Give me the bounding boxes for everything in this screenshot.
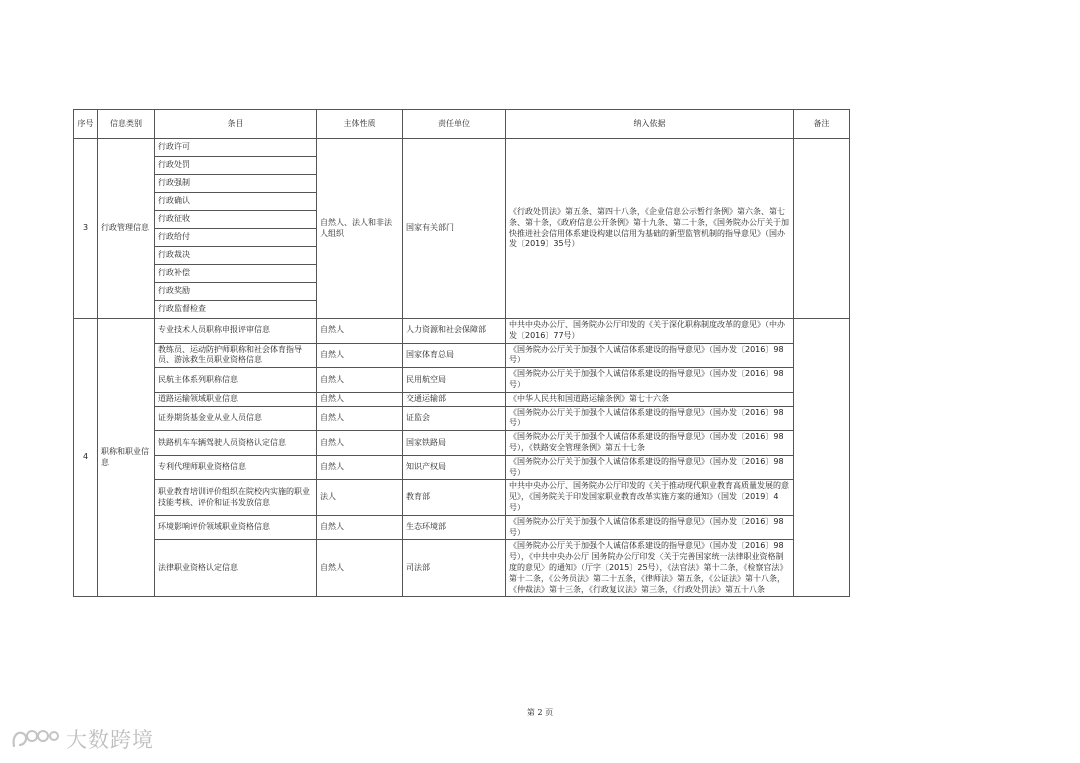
item-cell: 证券期货基金业从业人员信息 — [155, 406, 317, 431]
header-seq: 序号 — [74, 110, 98, 139]
unit-cell: 国家有关部门 — [403, 139, 506, 319]
unit-cell: 民用航空局 — [403, 368, 506, 393]
table-row — [74, 431, 850, 456]
table-row — [74, 319, 850, 344]
basis-cell: 《国务院办公厅关于加强个人诚信体系建设的指导意见》（国办发〔2016〕98号） — [506, 515, 794, 540]
basis-cell: 中共中央办公厅、国务院办公厅印发的《关于深化职称制度改革的意见》（中办发〔2016〕77号） — [506, 319, 794, 344]
item-cell: 环境影响评价领域职业资格信息 — [155, 515, 317, 540]
remark-cell — [794, 319, 850, 597]
header-basis: 纳入依据 — [506, 110, 794, 139]
basis-cell: 《行政处罚法》第五条、第四十八条，《企业信息公示暂行条例》第六条、第七条、第十条，《政府信息公开条例》第十九条、第二十条，《国务院办公厅关于加快推进社会信用体系建设构建以信用为基础的新型监管机制的指导意见》（国办发〔2019〕35号） — [506, 139, 794, 319]
item-cell: 职业教育培训评价组织在院校内实施的职业技能考核、评价和证书发放信息 — [155, 480, 317, 515]
item-cell: 行政许可 — [155, 139, 317, 157]
item-cell: 民航主体系列职称信息 — [155, 368, 317, 393]
nature-cell: 自然人 — [317, 319, 403, 344]
unit-cell: 人力资源和社会保障部 — [403, 319, 506, 344]
table-row — [74, 540, 850, 597]
unit-cell: 国家铁路局 — [403, 431, 506, 456]
nature-cell: 自然人 — [317, 515, 403, 540]
item-cell: 行政给付 — [155, 229, 317, 247]
remark-cell — [794, 139, 850, 319]
unit-cell: 证监会 — [403, 406, 506, 431]
table-row — [74, 139, 850, 157]
seq-cell: 3 — [74, 139, 98, 319]
table-row — [74, 392, 850, 406]
table-row — [74, 455, 850, 480]
item-cell: 行政奖励 — [155, 283, 317, 301]
table-row — [74, 343, 850, 368]
table-row — [74, 368, 850, 393]
item-cell: 铁路机车车辆驾驶人员资格认定信息 — [155, 431, 317, 456]
basis-cell: 《中华人民共和国道路运输条例》第七十六条 — [506, 392, 794, 406]
nature-cell: 自然人 — [317, 540, 403, 597]
header-nature: 主体性质 — [317, 110, 403, 139]
unit-cell: 教育部 — [403, 480, 506, 515]
unit-cell: 交通运输部 — [403, 392, 506, 406]
item-cell: 行政强制 — [155, 175, 317, 193]
basis-cell: 《国务院办公厅关于加强个人诚信体系建设的指导意见》（国办发〔2016〕98号） — [506, 406, 794, 431]
basis-cell: 《国务院办公厅关于加强个人诚信体系建设的指导意见》（国办发〔2016〕98 号） — [506, 368, 794, 393]
item-cell: 行政补偿 — [155, 265, 317, 283]
basis-cell: 《国务院办公厅关于加强个人诚信体系建设的指导意见》（国办发〔2016〕98号） — [506, 343, 794, 368]
header-item: 条目 — [155, 110, 317, 139]
nature-cell: 自然人 — [317, 343, 403, 368]
category-cell: 行政管理信息 — [98, 139, 155, 319]
unit-cell: 知识产权局 — [403, 455, 506, 480]
watermark-text: 大数跨境 — [66, 728, 154, 752]
header-unit: 责任单位 — [403, 110, 506, 139]
basis-cell: 中共中央办公厅、国务院办公厅印发的《关于推动现代职业教育高质量发展的意见》，《国务院关于印发国家职业教育改革实施方案的通知》（国发〔2019〕4号） — [506, 480, 794, 515]
item-cell: 专业技术人员职称申报评审信息 — [155, 319, 317, 344]
basis-cell: 《国务院办公厅关于加强个人诚信体系建设的指导意见》（国办发〔2016〕98号） — [506, 455, 794, 480]
brand-logo-icon — [10, 726, 60, 752]
header-remark: 备注 — [794, 110, 850, 139]
item-cell: 法律职业资格认定信息 — [155, 540, 317, 597]
item-cell: 专利代理师职业资格信息 — [155, 455, 317, 480]
basis-cell: 《国务院办公厅关于加强个人诚信体系建设的指导意见》（国办发〔2016〕98 号），《铁路安全管理条例》第五十七条 — [506, 431, 794, 456]
nature-cell: 法人 — [317, 480, 403, 515]
table-row — [74, 406, 850, 431]
nature-cell: 自然人 — [317, 431, 403, 456]
header-category: 信息类别 — [98, 110, 155, 139]
info-catalog-table — [73, 109, 850, 597]
table-row — [74, 515, 850, 540]
item-cell: 教练员、运动防护师职称和社会体育指导员、游泳救生员职业资格信息 — [155, 343, 317, 368]
item-cell: 行政裁决 — [155, 247, 317, 265]
table-header-row — [74, 110, 850, 139]
table-row — [74, 480, 850, 515]
nature-cell: 自然人 — [317, 368, 403, 393]
item-cell: 行政监督检查 — [155, 301, 317, 319]
watermark — [10, 724, 154, 754]
unit-cell: 司法部 — [403, 540, 506, 597]
item-cell: 行政确认 — [155, 193, 317, 211]
nature-cell: 自然人 — [317, 455, 403, 480]
basis-cell: 《国务院办公厅关于加强个人诚信体系建设的指导意见》（国办发〔2016〕98号），《中共中央办公厅 国务院办公厅印发〈关于完善国家统一法律职业资格制度的意见〉的通知》（厅字〔2015〕25号），《法官法》第十二条，《检察官法》第十二条，《公务员法》第二十五条，《律师法》第五条，《公证法》第十八条，《仲裁法》第十三条，《行政复议法》第三条，《行政处罚法》第五十八条 — [506, 540, 794, 597]
item-cell: 行政处罚 — [155, 157, 317, 175]
unit-cell: 国家体育总局 — [403, 343, 506, 368]
unit-cell: 生态环境部 — [403, 515, 506, 540]
category-cell: 职称和职业信息 — [98, 319, 155, 597]
nature-cell: 自然人、法人和非法人组织 — [317, 139, 403, 319]
nature-cell: 自然人 — [317, 392, 403, 406]
item-cell: 道路运输领域职业信息 — [155, 392, 317, 406]
seq-cell: 4 — [74, 319, 98, 597]
page-number: 第 2 页 — [526, 708, 554, 717]
item-cell: 行政征收 — [155, 211, 317, 229]
nature-cell: 自然人 — [317, 406, 403, 431]
